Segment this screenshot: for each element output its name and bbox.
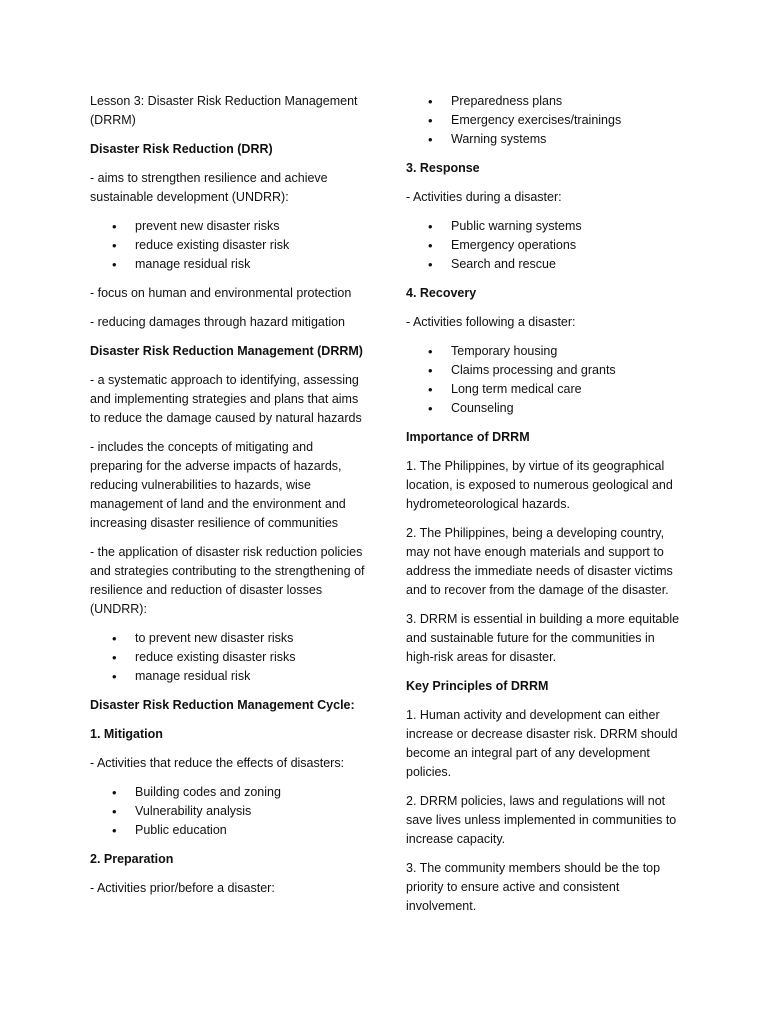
principles-heading: Key Principles of DRRM [406,679,549,693]
list-item: • prevent new disaster risks [90,217,368,236]
list-item: • to prevent new disaster risks [90,629,368,648]
importance-point-3: 3. DRRM is essential in building a more equitable and sustainable future for the communities in high-risk areas for disaster. [406,612,680,664]
preparation-definition: - Activities prior/before a disaster: [90,881,275,895]
preparation-heading: 2. Preparation [90,852,174,866]
mitigation-heading: 1. Mitigation [90,727,163,741]
list-item: • manage residual risk [90,255,368,274]
list-item: • reduce existing disaster risks [90,648,368,667]
left-column [90,92,368,908]
mitigation-bullet-list [90,783,368,840]
importance-point-2: 2. The Philippines, being a developing country, may not have enough materials and support to address the immediate needs of disaster victims and to recover from the damage of the disaster. [406,526,673,597]
list-item: • manage residual risk [90,667,368,686]
list-item: • reduce existing disaster risk [90,236,368,255]
drrm-heading: Disaster Risk Reduction Management (DRRM) [90,344,363,358]
drr-reduce-text: - reducing damages through hazard mitigation [90,315,346,329]
response-definition: - Activities during a disaster: [406,190,562,204]
drrm-definition-2: - includes the concepts of mitigating and preparing for the adverse impacts of hazards, reducing vulnerabilities to hazards, wise management of land and the environment and increasing disaster resilience of communities [90,440,346,530]
drr-focus-text: - focus on human and environmental protection [90,286,352,300]
list-item: • Temporary housing [406,342,686,361]
list-item: • Warning systems [406,130,686,149]
lesson-title: Lesson 3: Disaster Risk Reduction Management (DRRM) [90,94,358,127]
list-item: • Counseling [406,399,686,418]
recovery-heading: 4. Recovery [406,286,477,300]
list-item: • Building codes and zoning [90,783,368,802]
drrm-definition-3: - the application of disaster risk reduction policies and strategies contributing to the strengthening of resilience and reduction of disaster losses (UNDRR): [90,545,365,616]
principle-3: 3. The community members should be the top priority to ensure active and consistent involvement. [406,861,661,913]
drrm-bullet-list [90,629,368,686]
recovery-bullet-list [406,342,686,418]
drrm-definition-1: - a systematic approach to identifying, assessing and implementing strategies and plans that aims to reduce the damage caused by natural hazards [90,373,362,425]
drr-heading: Disaster Risk Reduction (DRR) [90,142,273,156]
importance-heading: Importance of DRRM [406,430,530,444]
list-item: • Emergency operations [406,236,686,255]
mitigation-definition: - Activities that reduce the effects of disasters: [90,756,345,770]
preparation-bullet-list [406,92,686,149]
list-item: • Search and rescue [406,255,686,274]
principle-2: 2. DRRM policies, laws and regulations will not save lives unless implemented in communities to increase capacity. [406,794,677,846]
response-heading: 3. Response [406,161,480,175]
list-item: • Vulnerability analysis [90,802,368,821]
list-item: • Public warning systems [406,217,686,236]
list-item: • Preparedness plans [406,92,686,111]
right-column [406,92,686,926]
principle-1: 1. Human activity and development can either increase or decrease disaster risk. DRRM should become an integral part of any development policies. [406,708,678,779]
drr-definition: - aims to strengthen resilience and achieve sustainable development (UNDRR): [90,171,328,204]
drr-bullet-list [90,217,368,274]
list-item: • Claims processing and grants [406,361,686,380]
recovery-definition: - Activities following a disaster: [406,315,576,329]
list-item: • Emergency exercises/trainings [406,111,686,130]
cycle-heading: Disaster Risk Reduction Management Cycle: [90,698,355,712]
list-item: • Long term medical care [406,380,686,399]
list-item: • Public education [90,821,368,840]
importance-point-1: 1. The Philippines, by virtue of its geographical location, is exposed to numerous geological and hydrometeorological hazards. [406,459,673,511]
response-bullet-list [406,217,686,274]
